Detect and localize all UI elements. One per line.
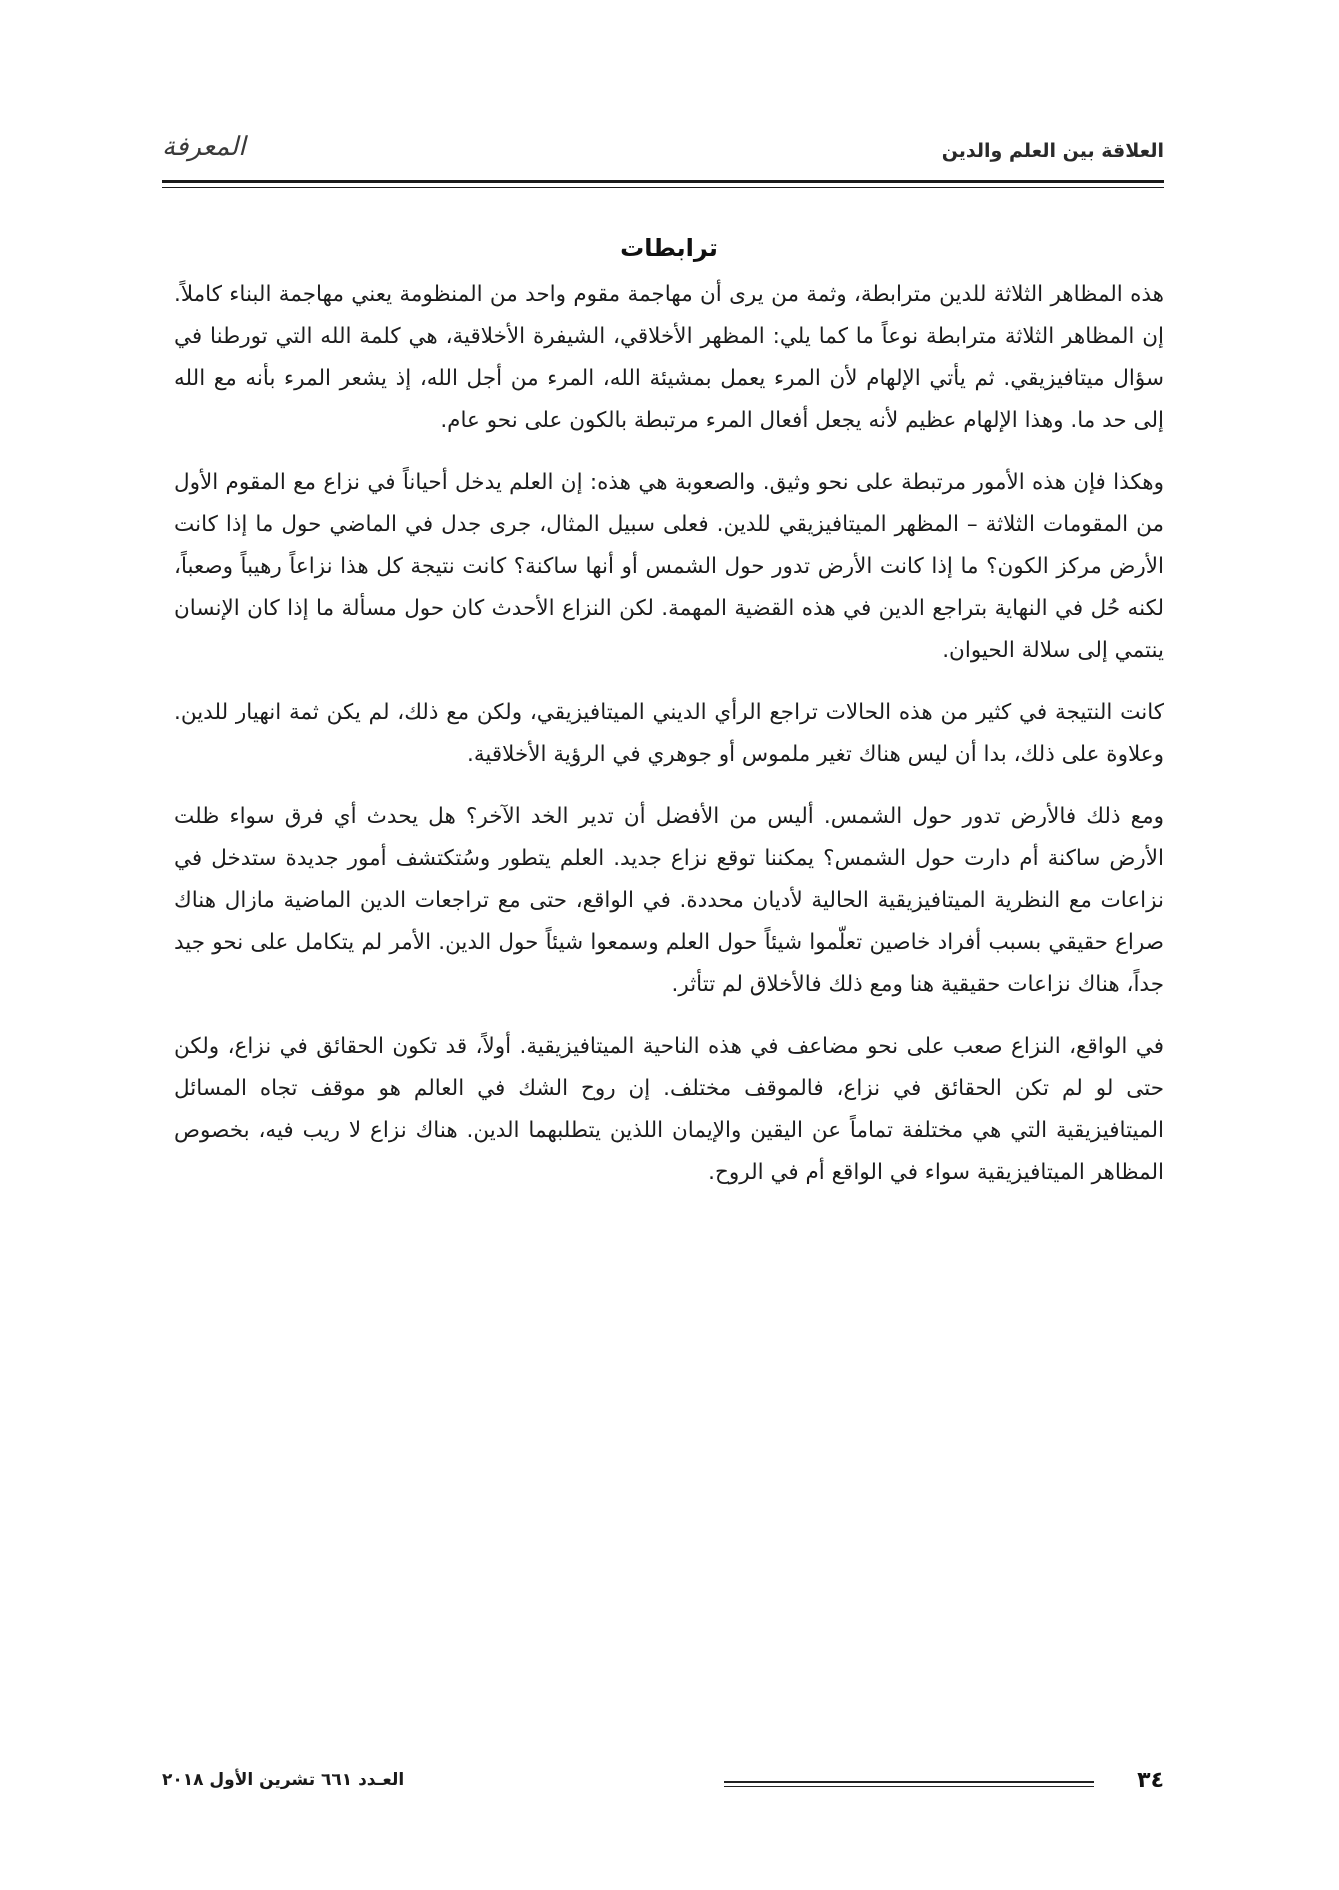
section-title: ترابطات xyxy=(620,234,718,262)
page-number: ٣٤ xyxy=(1137,1768,1164,1793)
paragraph-1: هذه المظاهر الثلاثة للدين مترابطة، وثمة من يرى أن مهاجمة مقوم واحد من المنظومة يعني مهاجمة البناء كاملاً. إن المظاهر الثلاثة مترابطة نوعاً ما كما يلي: المظهر الأخلاقي، الشيفرة الأخلاقية، هي كلمة الله التي تورطنا في سؤال ميتافيزيقي. ثم يأتي الإلهام لأن المرء يعمل بمشيئة الله، المرء من أجل الله، إذ يشعر المرء بأنه مع الله إلى حد ما. وهذا الإلهام عظيم لأنه يجعل أفعال المرء مرتبطة بالكون على نحو عام. xyxy=(174,282,1164,433)
page-header xyxy=(162,132,1164,172)
issue-info: العـدد ٦٦١ تشرين الأول ٢٠١٨ xyxy=(162,1770,405,1790)
magazine-logo: المعرفة xyxy=(162,132,246,162)
header-divider xyxy=(162,180,1164,188)
footer-divider xyxy=(724,1781,1094,1787)
page-footer xyxy=(162,1768,1164,1798)
paragraph-2: وهكذا فإن هذه الأمور مرتبطة على نحو وثيق. والصعوبة هي هذه: إن العلم يدخل أحياناً في نزاع مع المقوم الأول من المقومات الثلاثة – المظهر الميتافيزيقي للدين. فعلى سبيل المثال، جرى جدل في الماضي حول ما إذا كانت الأرض مركز الكون؟ ما إذا كانت الأرض تدور حول الشمس أو أنها ساكنة؟ كانت نتيجة كل هذا نزاعاً رهيباً وصعباً، لكنه حُل في النهاية بتراجع الدين في هذه القضية المهمة. لكن النزاع الأحدث كان حول مسألة ما إذا كان الإنسان ينتمي إلى سلالة الحيوان. xyxy=(174,470,1164,663)
article-body xyxy=(174,234,1164,1214)
paragraph-3: كانت النتيجة في كثير من هذه الحالات تراجع الرأي الديني الميتافيزيقي، ولكن مع ذلك، لم يكن ثمة انهيار للدين. وعلاوة على ذلك، بدا أن ليس هناك تغير ملموس أو جوهري في الرؤية الأخلاقية. xyxy=(174,700,1164,767)
paragraph-4: ومع ذلك فالأرض تدور حول الشمس. أليس من الأفضل أن تدير الخد الآخر؟ هل يحدث أي فرق سواء ظلت الأرض ساكنة أم دارت حول الشمس؟ يمكننا توقع نزاع جديد. العلم يتطور وسُتكتشف أمور جديدة ستدخل في نزاعات مع النظرية الميتافيزيقية الحالية لأديان محددة. في الواقع، حتى مع تراجعات الدين الماضية مازال هناك صراع حقيقي بسبب أفراد خاصين تعلّموا شيئاً حول العلم وسمعوا شيئاً حول الدين. الأمر لم يتكامل على نحو جيد جداً، هناك نزاعات حقيقية هنا ومع ذلك فالأخلاق لم تتأثر. xyxy=(174,804,1164,997)
paragraph-5: في الواقع، النزاع صعب على نحو مضاعف في هذه الناحية الميتافيزيقية. أولاً، قد تكون الحقائق في نزاع، ولكن حتى لو لم تكن الحقائق في نزاع، فالموقف مختلف. إن روح الشك في العالم هو موقف تجاه المسائل الميتافيزيقية التي هي مختلفة تماماً عن اليقين والإيمان اللذين يتطلبهما الدين. هناك نزاع لا ريب فيه، بخصوص المظاهر الميتافيزيقية سواء في الواقع أم في الروح. xyxy=(174,1034,1164,1185)
header-title: العلاقة بين العلم والدين xyxy=(941,140,1164,162)
